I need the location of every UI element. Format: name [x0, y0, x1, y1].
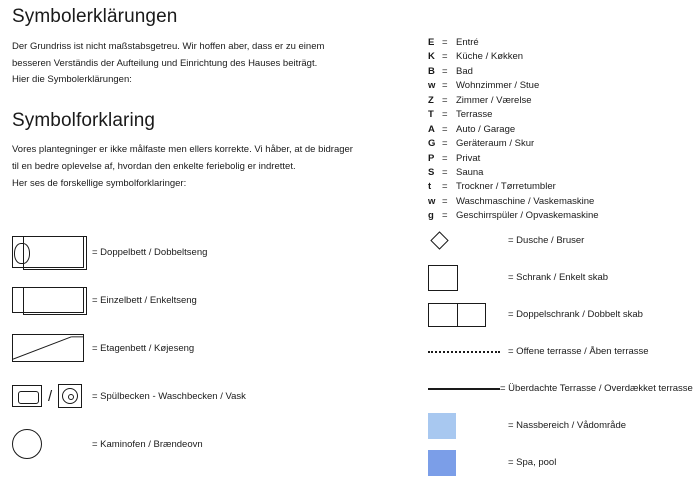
right-legend-list: [428, 222, 693, 481]
abbreviation-equals: =: [442, 65, 448, 77]
legend-label: = Etagenbett / Køjeseng: [92, 342, 195, 354]
abbreviation-key: g: [428, 210, 434, 222]
german-paragraph-line-2: besseren Verständis der Aufteilung und Einrichtung des Hauses beiträgt.: [12, 57, 318, 69]
abbreviation-row: [428, 79, 690, 93]
abbreviation-row: [428, 108, 690, 122]
danish-paragraph-line-2: til en bedre oplevelse af, hvordan den enkelte feriebolig er indrettet.: [12, 160, 296, 172]
legend-label: = Spa, pool: [508, 457, 557, 468]
abbreviation-key: K: [428, 51, 435, 63]
abbreviation-value: Auto / Garage: [456, 123, 516, 135]
wood-stove-icon: [12, 429, 92, 459]
abbreviation-equals: =: [442, 195, 448, 207]
abbreviation-row: [428, 166, 690, 180]
legend-label: = Doppelschrank / Dobbelt skab: [508, 309, 643, 320]
legend-item-single-bed: [12, 276, 372, 324]
abbreviation-key: P: [428, 152, 435, 164]
legend-item-double-bed: [12, 228, 372, 276]
abbreviation-row: [428, 36, 690, 50]
abbreviation-key: w: [428, 195, 436, 207]
spa-pool-swatch-icon: [428, 450, 508, 476]
abbreviation-row: [428, 195, 690, 209]
german-heading: Symbolerklärungen: [12, 6, 178, 27]
abbreviation-value: Küche / Køkken: [456, 51, 524, 63]
double-bed-icon: [12, 236, 92, 268]
german-paragraph-line-1: Der Grundriss ist nicht maßstabsgetreu. Wir hoffen aber, dass er zu einem: [12, 41, 325, 52]
abbreviation-key: Z: [428, 94, 434, 106]
abbreviation-value: Zimmer / Værelse: [456, 94, 532, 106]
legend-label: = Offene terrasse / Åben terrasse: [508, 346, 649, 357]
abbreviation-value: Trockner / Tørretumbler: [456, 181, 556, 193]
abbreviation-value: Geräteraum / Skur: [456, 138, 535, 150]
german-paragraph-line-3: Hier die Symbolerklärungen:: [12, 74, 132, 86]
abbreviation-value: Bad: [456, 65, 473, 77]
legend-item-wood-stove: [12, 420, 372, 468]
abbreviation-value: Geschirrspüler / Opvaskemaskine: [456, 210, 599, 222]
abbreviation-value: Terrasse: [456, 109, 493, 121]
bunk-bed-icon: [12, 334, 92, 362]
legend-label: = Dusche / Bruser: [508, 235, 585, 246]
legend-label: = Schrank / Enkelt skab: [508, 272, 609, 283]
separator-slash: /: [48, 387, 53, 405]
abbreviation-equals: =: [442, 37, 448, 48]
abbreviation-row: [428, 123, 690, 137]
sink-washbasin-icon: [12, 384, 92, 408]
danish-paragraph-line-3: Her ses de forskellige symbolforklaringer:: [12, 177, 187, 189]
abbreviation-row: [428, 137, 690, 151]
legend-label: = Einzelbett / Enkeltseng: [92, 294, 197, 306]
abbreviation-list: [428, 36, 690, 224]
double-cabinet-icon: [428, 303, 508, 327]
legend-item-double-cabinet: [428, 296, 690, 333]
abbreviation-row: [428, 180, 690, 194]
abbreviation-value: Wohnzimmer / Stue: [456, 80, 540, 92]
abbreviation-key: A: [428, 123, 435, 135]
abbreviation-equals: =: [442, 51, 448, 63]
abbreviation-key: t: [428, 181, 432, 193]
legend-item-sink: [12, 372, 372, 420]
legend-label: = Spülbecken - Waschbecken / Vask: [92, 390, 246, 402]
abbreviation-key: T: [428, 109, 434, 121]
abbreviation-equals: =: [442, 123, 448, 135]
single-bed-icon: [12, 287, 92, 313]
abbreviation-key: S: [428, 166, 435, 178]
abbreviation-value: Privat: [456, 152, 481, 164]
legend-item-spa-pool: [428, 444, 690, 481]
danish-paragraph-line-1: Vores plantegninger er ikke målfaste men ellers korrekte. Vi håber, at de bidrager: [12, 144, 353, 156]
abbreviation-value: Entré: [456, 37, 479, 48]
open-terrace-icon: [428, 351, 508, 353]
abbreviation-key: E: [428, 37, 435, 48]
abbreviation-equals: =: [442, 94, 448, 106]
abbreviation-key: w: [428, 80, 436, 92]
legend-item-covered-terrace: [428, 370, 693, 407]
abbreviation-equals: =: [442, 166, 448, 178]
abbreviation-value: Sauna: [456, 166, 484, 178]
shower-icon: [428, 234, 508, 247]
abbreviation-equals: =: [442, 210, 448, 222]
legend-item-single-cabinet: [428, 259, 690, 296]
legend-label: = Überdachte Terrasse / Overdækket terrasse: [500, 383, 693, 394]
abbreviation-key: B: [428, 65, 435, 77]
abbreviation-row: [428, 94, 690, 108]
covered-terrace-icon: [428, 388, 500, 390]
abbreviation-key: G: [428, 138, 436, 150]
single-cabinet-icon: [428, 265, 508, 291]
abbreviation-equals: =: [442, 109, 448, 121]
danish-heading: Symbolforklaring: [12, 110, 156, 132]
abbreviation-value: Waschmaschine / Vaskemaskine: [456, 195, 595, 207]
left-text-column: [12, 0, 372, 193]
legend-label: = Nassbereich / Vådområde: [508, 420, 627, 431]
legend-label: = Doppelbett / Dobbeltseng: [92, 246, 208, 258]
legend-item-bunk-bed: [12, 324, 372, 372]
abbreviation-row: [428, 50, 690, 64]
wet-area-swatch-icon: [428, 413, 508, 439]
legend-label: = Kaminofen / Brændeovn: [92, 438, 203, 450]
legend-item-open-terrace: [428, 333, 690, 370]
abbreviation-equals: =: [442, 152, 448, 164]
abbreviation-equals: =: [442, 181, 448, 193]
abbreviation-equals: =: [442, 80, 448, 92]
left-legend-list: [12, 228, 372, 468]
abbreviation-equals: =: [442, 138, 448, 150]
legend-item-wet-area: [428, 407, 690, 444]
abbreviation-row: [428, 152, 690, 166]
legend-item-shower: [428, 222, 690, 259]
abbreviation-row: [428, 65, 690, 79]
